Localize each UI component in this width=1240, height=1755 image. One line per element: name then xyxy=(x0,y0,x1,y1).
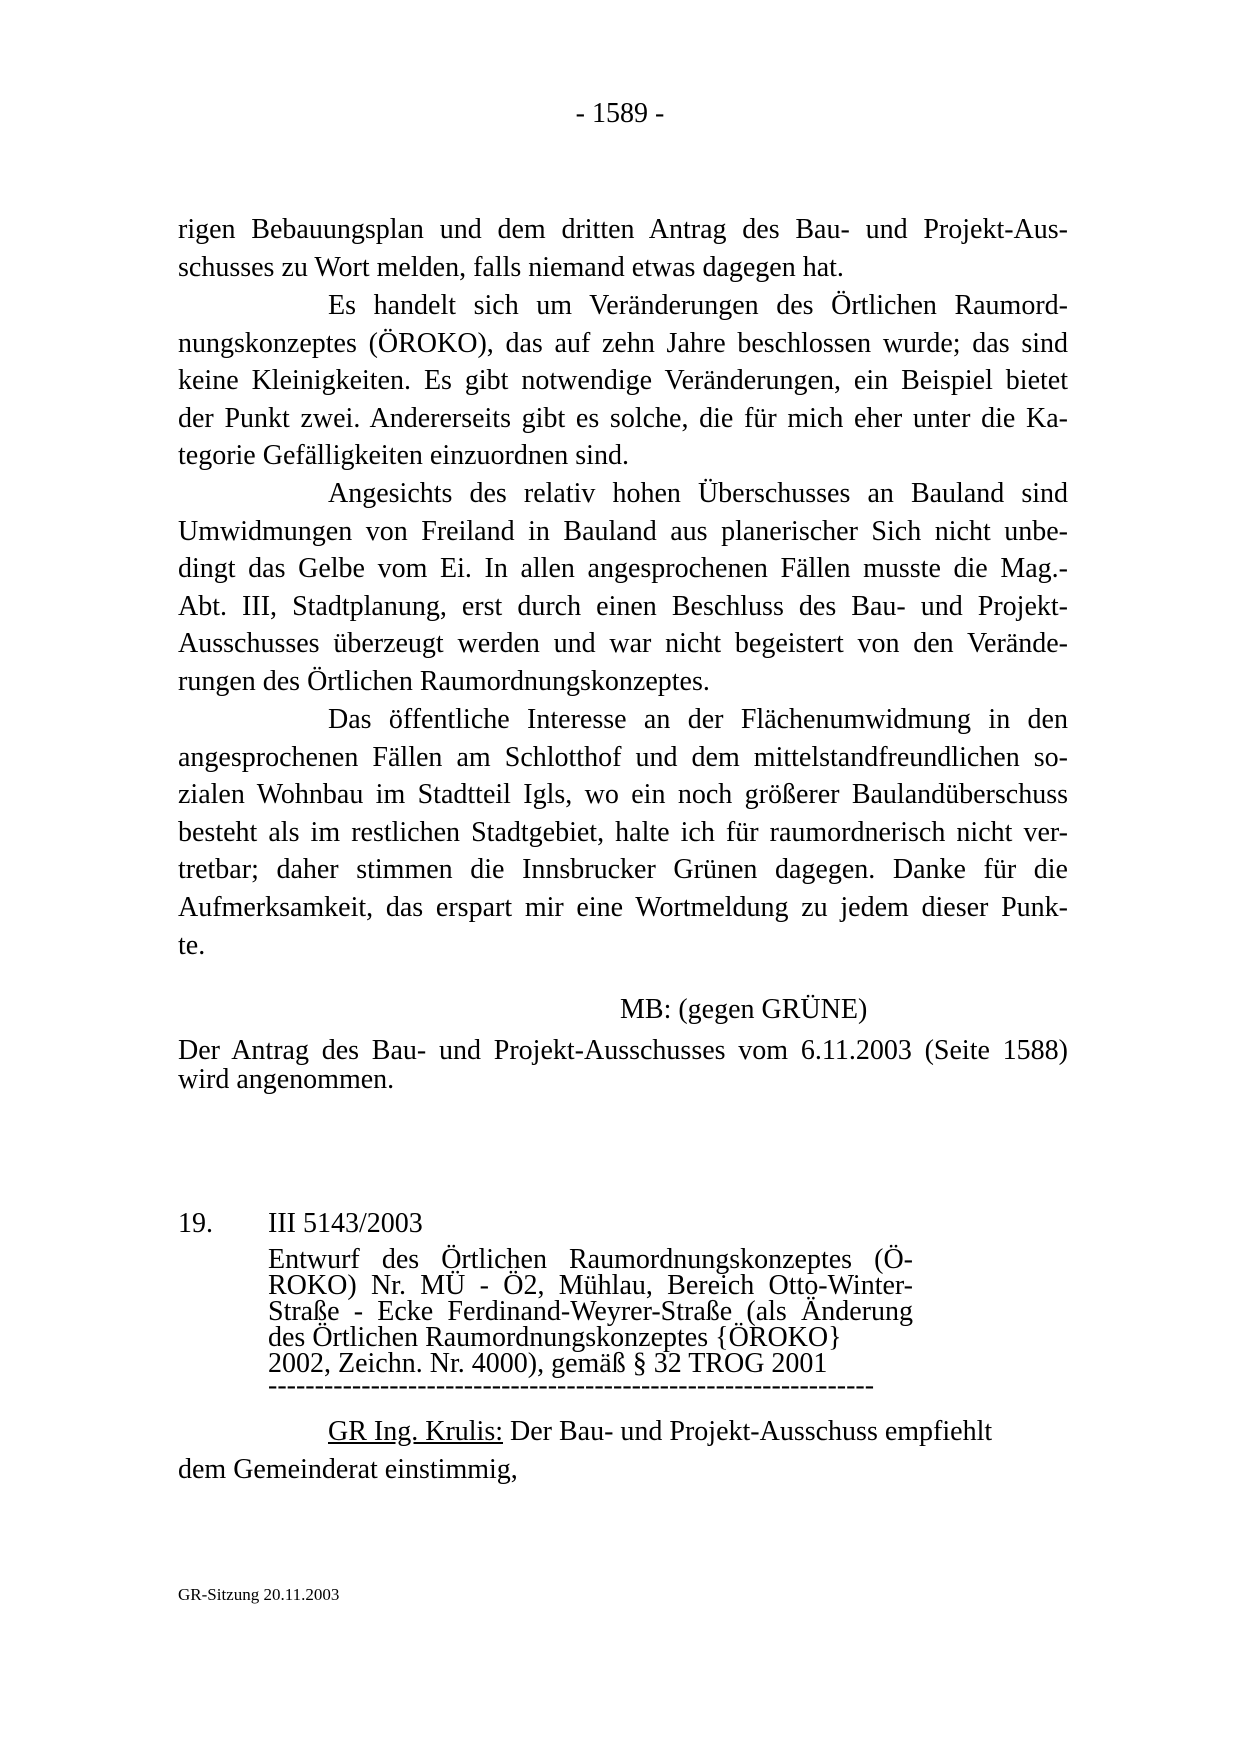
paragraph-line: besteht als im restlichen Stadtgebiet, halte ich für raumordnerisch nicht ver- xyxy=(178,816,1068,848)
paragraph-line: tretbar; daher stimmen die Innsbrucker Grünen dagegen. Danke für die xyxy=(178,854,1068,886)
paragraph-3 xyxy=(178,475,1068,701)
paragraph-4 xyxy=(178,701,1068,964)
item-title-line: Entwurf des Örtlichen Raumordnungskonzeptes (Ö- xyxy=(268,1244,913,1275)
item-title-line: des Örtlichen Raumordnungskonzeptes {ÖROKO} xyxy=(268,1322,842,1353)
paragraph-line: Es handelt sich um Veränderungen des Örtlichen Raumord- xyxy=(328,290,1068,321)
page-number: - 1589 - xyxy=(575,98,665,129)
paragraph-2 xyxy=(178,287,1068,475)
statement-line: Der Bau- und Projekt-Ausschuss empfiehlt xyxy=(510,1416,993,1447)
item-title-line: 2002, Zeichn. Nr. 4000), gemäß § 32 TROG 2001 xyxy=(268,1348,828,1379)
item-title-line: Straße - Ecke Ferdinand-Weyrer-Straße (als Änderung xyxy=(268,1296,913,1327)
paragraph-line: Ausschusses überzeugt werden und war nicht begeistert von den Verände- xyxy=(178,628,1068,660)
paragraph-line: rungen des Örtlichen Raumordnungskonzeptes. xyxy=(178,665,710,697)
item-title-line: ROKO) Nr. MÜ - Ö2, Mühlau, Bereich Otto-Winter- xyxy=(268,1270,913,1301)
item-reference: III 5143/2003 xyxy=(268,1208,423,1239)
paragraph-line: zialen Wohnbau im Stadtteil Igls, wo ein noch größerer Baulandüberschuss xyxy=(178,779,1068,811)
paragraph-line: Umwidmungen von Freiland in Bauland aus planerischer Sich nicht unbe- xyxy=(178,515,1068,547)
paragraph-line: Angesichts des relativ hohen Überschusses an Bauland sind xyxy=(328,478,1068,509)
paragraph-line: schusses zu Wort melden, falls niemand etwas dagegen hat. xyxy=(178,251,844,283)
paragraph-line: tegorie Gefälligkeiten einzuordnen sind. xyxy=(178,440,629,472)
paragraph-line: Aufmerksamkeit, das erspart mir eine Wortmeldung zu jedem dieser Punk- xyxy=(178,891,1068,923)
paragraph-line: der Punkt zwei. Andererseits gibt es solche, die für mich eher unter die Ka- xyxy=(178,402,1068,434)
item-title xyxy=(268,1244,913,1379)
decision-text: Der Antrag des Bau- und Projekt-Ausschusses vom 6.11.2003 (Seite 1588) wird angenommen. xyxy=(178,1035,1068,1095)
paragraph-line: Abt. III, Stadtplanung, erst durch einen Beschluss des Bau- und Projekt- xyxy=(178,590,1068,622)
paragraph-line: angesprochenen Fällen am Schlotthof und dem mittelstandfreundlichen so- xyxy=(178,741,1068,773)
item-number: 19. xyxy=(178,1208,213,1239)
paragraph-line: rigen Bebauungsplan und dem dritten Antrag des Bau- und Projekt-Aus- xyxy=(178,214,1068,245)
paragraph-line: Das öffentliche Interesse an der Flächenumwidmung in den xyxy=(328,704,1068,735)
vote-result: MB: (gegen GRÜNE) xyxy=(620,994,868,1025)
paragraph-line: dingt das Gelbe vom Ei. In allen angesprochenen Fällen musste die Mag.- xyxy=(178,553,1068,585)
paragraph-line: nungskonzeptes (ÖROKO), das auf zehn Jahre beschlossen wurde; das sind xyxy=(178,327,1068,359)
statement-line: dem Gemeinderat einstimmig, xyxy=(178,1453,518,1485)
speaker-name: GR Ing. Krulis: xyxy=(328,1416,503,1447)
footer-session: GR-Sitzung 20.11.2003 xyxy=(178,1585,340,1604)
paragraph-line: te. xyxy=(178,929,206,961)
speaker-statement xyxy=(178,1413,1068,1488)
paragraph-line: keine Kleinigkeiten. Es gibt notwendige Veränderungen, ein Beispiel bietet xyxy=(178,365,1068,397)
item-separator: ----------------------------------------------------------------- xyxy=(268,1373,875,1399)
paragraph-1 xyxy=(178,211,1068,286)
